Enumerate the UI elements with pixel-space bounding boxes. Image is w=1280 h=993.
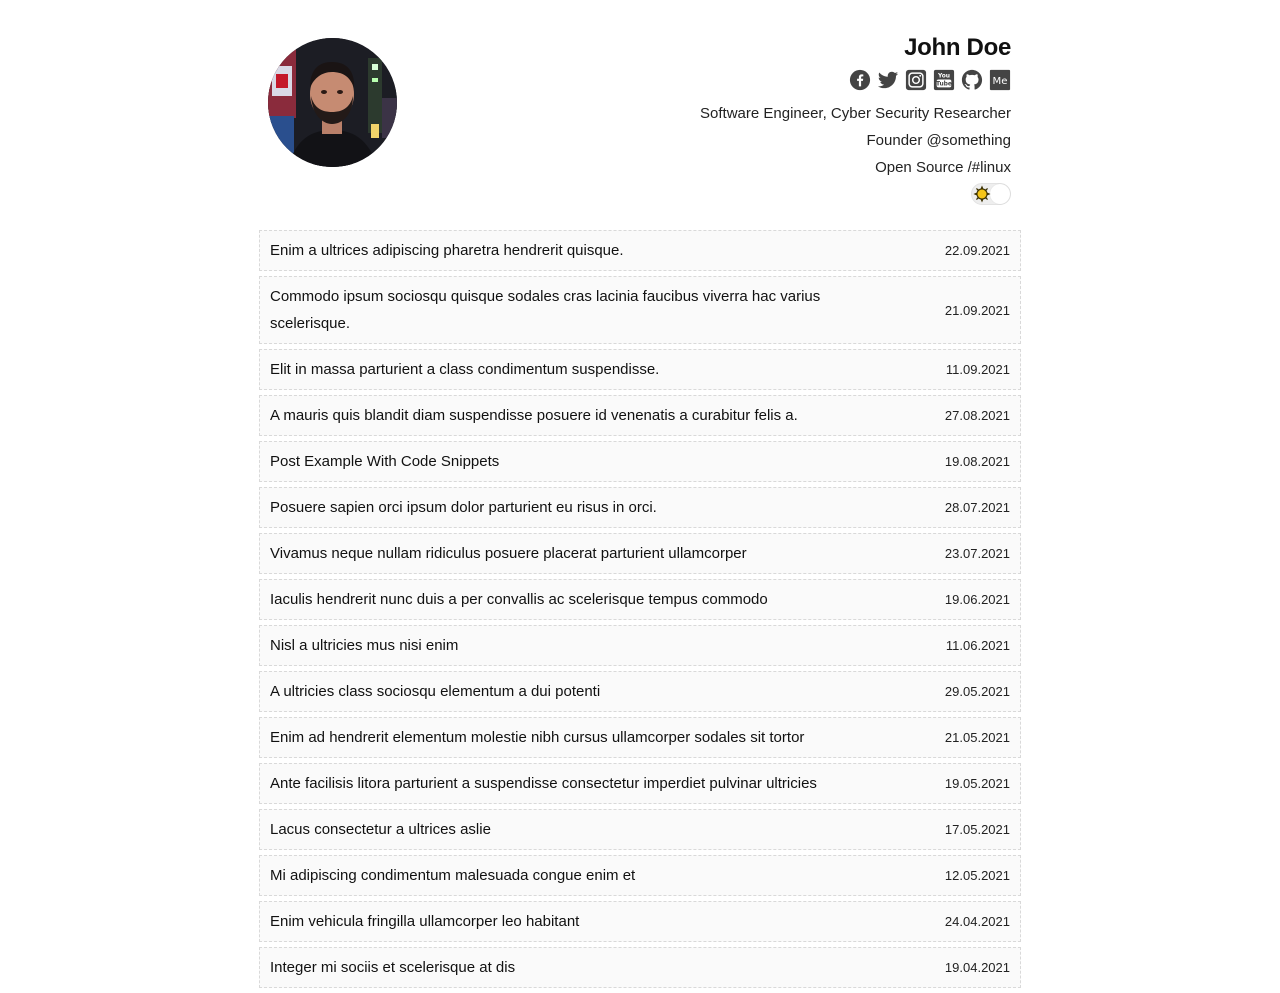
profile-header <box>259 0 1021 230</box>
facebook-icon[interactable] <box>849 69 871 91</box>
behance-icon[interactable] <box>989 69 1011 91</box>
post-item[interactable] <box>259 349 1021 390</box>
post-item[interactable] <box>259 533 1021 574</box>
post-item[interactable] <box>259 230 1021 271</box>
post-title[interactable]: Enim vehicula fringilla ullamcorper leo habitant <box>270 913 580 930</box>
post-date: 19.06.2021 <box>944 592 1010 607</box>
post-title[interactable]: Elit in massa parturient a class condimentum suspendisse. <box>270 361 660 378</box>
post-title[interactable]: Post Example With Code Snippets <box>270 453 500 470</box>
post-title[interactable]: Enim a ultrices adipiscing pharetra hendrerit quisque. <box>270 242 624 259</box>
post-title[interactable]: Iaculis hendrerit nunc duis a per convallis ac scelerisque tempus commodo <box>270 591 768 608</box>
instagram-icon[interactable] <box>905 69 927 91</box>
post-date: 11.06.2021 <box>945 638 1010 653</box>
post-date: 21.09.2021 <box>944 302 1010 318</box>
post-item[interactable] <box>259 901 1021 942</box>
profile-name: John Doe <box>904 34 1011 61</box>
theme-toggle[interactable] <box>971 183 1011 205</box>
post-date: 19.08.2021 <box>944 454 1010 469</box>
post-date: 17.05.2021 <box>944 822 1010 837</box>
post-title[interactable]: A mauris quis blandit diam suspendisse posuere id venenatis a curabitur felis a. <box>270 407 798 424</box>
post-item[interactable] <box>259 855 1021 896</box>
page-container <box>259 0 1021 976</box>
post-item[interactable] <box>259 947 1021 988</box>
post-title[interactable]: Nisl a ultricies mus nisi enim <box>270 637 459 654</box>
theme-toggle-wrap <box>700 183 1011 205</box>
post-item[interactable] <box>259 625 1021 666</box>
post-date: 22.09.2021 <box>944 243 1010 258</box>
post-item[interactable] <box>259 763 1021 804</box>
profile-info <box>700 30 1011 205</box>
post-date: 12.05.2021 <box>944 868 1010 883</box>
sun-icon <box>973 185 991 203</box>
post-title[interactable]: Mi adipiscing condimentum malesuada congue enim et <box>270 867 636 884</box>
post-date: 11.09.2021 <box>945 362 1010 377</box>
post-date: 29.05.2021 <box>944 684 1010 699</box>
social-links <box>700 69 1011 93</box>
post-item[interactable] <box>259 717 1021 758</box>
post-date: 23.07.2021 <box>944 546 1010 561</box>
post-item[interactable] <box>259 487 1021 528</box>
post-item[interactable] <box>259 395 1021 436</box>
youtube-icon[interactable] <box>933 69 955 91</box>
post-date: 19.05.2021 <box>944 776 1010 791</box>
bio-line: Software Engineer, Cyber Security Researcher <box>700 105 1011 122</box>
svg-text:Me: Me <box>992 76 1008 88</box>
post-title[interactable]: Enim ad hendrerit elementum molestie nibh cursus ullamcorper sodales sit tortor <box>270 729 805 746</box>
post-title[interactable]: Integer mi sociis et scelerisque at dis <box>270 959 516 976</box>
post-date: 21.05.2021 <box>944 730 1010 745</box>
post-title[interactable]: Commodo ipsum sociosqu quisque sodales cras lacinia faucibus viverra hac varius scelerisque. <box>270 288 821 332</box>
github-icon[interactable] <box>961 69 983 91</box>
avatar-photo <box>268 38 397 167</box>
post-list <box>259 230 1021 993</box>
post-title[interactable]: Lacus consectetur a ultrices aslie <box>270 821 491 838</box>
svg-text:Tube: Tube <box>936 80 952 88</box>
avatar <box>268 38 397 167</box>
post-date: 19.04.2021 <box>944 960 1010 975</box>
bio-line: Founder @something <box>866 132 1011 149</box>
post-date: 27.08.2021 <box>944 408 1010 423</box>
toggle-knob <box>990 184 1010 204</box>
post-title[interactable]: A ultricies class sociosqu elementum a dui potenti <box>270 683 601 700</box>
post-item[interactable] <box>259 441 1021 482</box>
post-item[interactable] <box>259 579 1021 620</box>
post-item[interactable] <box>259 809 1021 850</box>
bio-line: Open Source /#linux <box>875 159 1011 176</box>
post-date: 28.07.2021 <box>944 500 1010 515</box>
post-item[interactable] <box>259 276 1021 344</box>
post-item[interactable] <box>259 671 1021 712</box>
post-title[interactable]: Posuere sapien orci ipsum dolor parturient eu risus in orci. <box>270 499 657 516</box>
twitter-icon[interactable] <box>877 69 899 91</box>
profile-bio <box>700 100 1011 181</box>
post-title[interactable]: Ante facilisis litora parturient a suspendisse consectetur imperdiet pulvinar ultricies <box>270 775 817 792</box>
svg-text:You: You <box>937 72 951 80</box>
post-date: 24.04.2021 <box>944 914 1010 929</box>
post-title[interactable]: Vivamus neque nullam ridiculus posuere placerat parturient ullamcorper <box>270 545 747 562</box>
